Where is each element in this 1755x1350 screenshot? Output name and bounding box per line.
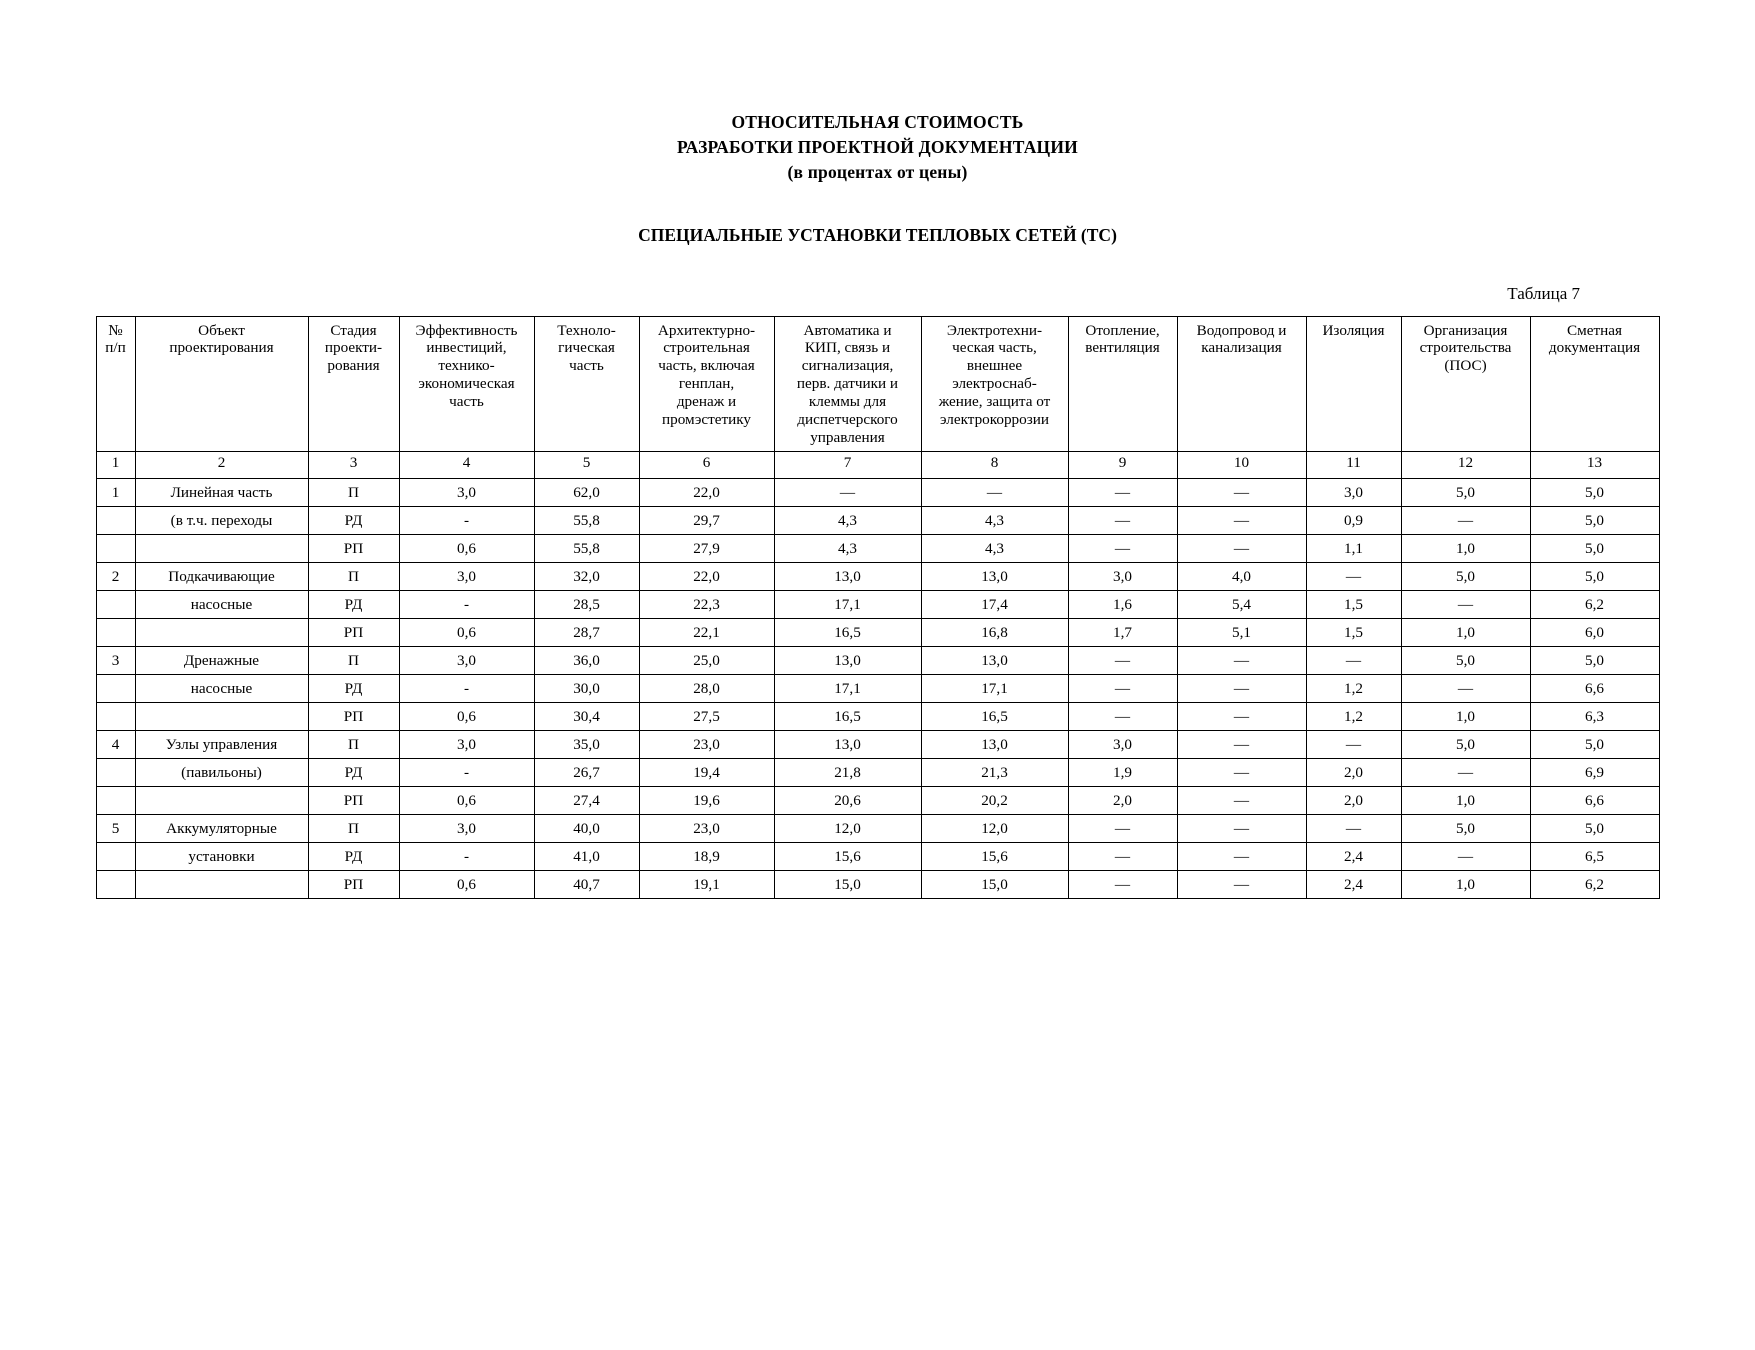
cell-technological: 40,0 <box>534 815 639 843</box>
cell-isolation: — <box>1306 563 1401 591</box>
cell-object <box>135 619 308 647</box>
column-number: 12 <box>1401 452 1530 479</box>
table-row <box>96 843 1659 871</box>
cell-isolation: 1,1 <box>1306 535 1401 563</box>
column-number: 5 <box>534 452 639 479</box>
cell-automation: 4,3 <box>774 535 921 563</box>
cell-organization: — <box>1401 507 1530 535</box>
cell-isolation: — <box>1306 647 1401 675</box>
header-architectural: Архитектурно- строительная часть, включая генплан, дренаж и промэстетику <box>639 316 774 452</box>
document-title <box>0 110 1755 185</box>
cell-estimate: 6,2 <box>1530 591 1659 619</box>
cell-stage: РД <box>308 591 399 619</box>
cell-stage: РП <box>308 871 399 899</box>
document-page <box>0 110 1755 1350</box>
cell-heating: 2,0 <box>1068 787 1177 815</box>
cell-object: установки <box>135 843 308 871</box>
cell-organization: 1,0 <box>1401 619 1530 647</box>
cell-architectural: 22,0 <box>639 563 774 591</box>
column-number: 1 <box>96 452 135 479</box>
cell-automation: 16,5 <box>774 703 921 731</box>
cell-number <box>96 535 135 563</box>
cell-estimate: 6,9 <box>1530 759 1659 787</box>
cell-heating: — <box>1068 871 1177 899</box>
table-row <box>96 703 1659 731</box>
cell-architectural: 27,9 <box>639 535 774 563</box>
cell-technological: 30,4 <box>534 703 639 731</box>
cell-organization: — <box>1401 675 1530 703</box>
cell-stage: РД <box>308 507 399 535</box>
cell-object <box>135 535 308 563</box>
cell-water: — <box>1177 731 1306 759</box>
cell-technological: 55,8 <box>534 507 639 535</box>
cell-technological: 28,7 <box>534 619 639 647</box>
column-number: 4 <box>399 452 534 479</box>
cell-object: насосные <box>135 591 308 619</box>
cell-heating: — <box>1068 703 1177 731</box>
cell-architectural: 27,5 <box>639 703 774 731</box>
cell-heating: — <box>1068 843 1177 871</box>
cell-estimate: 5,0 <box>1530 479 1659 507</box>
column-number: 7 <box>774 452 921 479</box>
table-row <box>96 787 1659 815</box>
cell-heating: — <box>1068 535 1177 563</box>
cell-architectural: 23,0 <box>639 815 774 843</box>
table-row <box>96 563 1659 591</box>
cell-automation: 20,6 <box>774 787 921 815</box>
cell-isolation: 1,2 <box>1306 703 1401 731</box>
table-row <box>96 535 1659 563</box>
table-caption: Таблица 7 <box>1507 283 1580 303</box>
cell-number <box>96 843 135 871</box>
header-technological: Техноло- гическая часть <box>534 316 639 452</box>
cell-efficiency: - <box>399 675 534 703</box>
cell-stage: П <box>308 647 399 675</box>
cell-technological: 35,0 <box>534 731 639 759</box>
cell-electrical: 15,6 <box>921 843 1068 871</box>
table-row <box>96 591 1659 619</box>
cell-number <box>96 619 135 647</box>
cell-object: Дренажные <box>135 647 308 675</box>
cell-number <box>96 759 135 787</box>
cell-architectural: 22,3 <box>639 591 774 619</box>
table-row <box>96 759 1659 787</box>
cell-efficiency: 0,6 <box>399 703 534 731</box>
cell-estimate: 6,2 <box>1530 871 1659 899</box>
cell-heating: 1,6 <box>1068 591 1177 619</box>
table-body <box>96 479 1659 899</box>
cell-organization: 1,0 <box>1401 787 1530 815</box>
cell-estimate: 5,0 <box>1530 815 1659 843</box>
cell-architectural: 19,4 <box>639 759 774 787</box>
cell-isolation: — <box>1306 731 1401 759</box>
cell-stage: П <box>308 731 399 759</box>
cell-electrical: 12,0 <box>921 815 1068 843</box>
cell-technological: 55,8 <box>534 535 639 563</box>
cell-water: 5,4 <box>1177 591 1306 619</box>
cell-stage: РД <box>308 843 399 871</box>
cell-water: — <box>1177 815 1306 843</box>
cell-architectural: 22,1 <box>639 619 774 647</box>
cell-stage: РД <box>308 759 399 787</box>
cell-technological: 32,0 <box>534 563 639 591</box>
cell-electrical: 13,0 <box>921 731 1068 759</box>
header-automation: Автоматика и КИП, связь и сигнализация, перв. датчики и клеммы для диспетчерского управления <box>774 316 921 452</box>
title-line-1: ОТНОСИТЕЛЬНАЯ СТОИМОСТЬ <box>731 112 1024 132</box>
cell-object: Узлы управления <box>135 731 308 759</box>
cell-architectural: 28,0 <box>639 675 774 703</box>
cell-number <box>96 675 135 703</box>
cell-number: 4 <box>96 731 135 759</box>
table-row <box>96 731 1659 759</box>
column-number: 3 <box>308 452 399 479</box>
table-row <box>96 871 1659 899</box>
cell-number <box>96 591 135 619</box>
cell-object: насосные <box>135 675 308 703</box>
cell-organization: 1,0 <box>1401 871 1530 899</box>
cell-estimate: 5,0 <box>1530 507 1659 535</box>
cell-stage: РП <box>308 619 399 647</box>
header-electrical: Электротехни- ческая часть, внешнее электроснаб- жение, защита от электрокоррозии <box>921 316 1068 452</box>
cell-stage: РП <box>308 535 399 563</box>
cell-number: 1 <box>96 479 135 507</box>
cell-technological: 41,0 <box>534 843 639 871</box>
cell-number <box>96 871 135 899</box>
cell-automation: 17,1 <box>774 675 921 703</box>
cell-organization: 5,0 <box>1401 647 1530 675</box>
cell-technological: 26,7 <box>534 759 639 787</box>
cell-architectural: 23,0 <box>639 731 774 759</box>
cell-efficiency: 0,6 <box>399 619 534 647</box>
cell-estimate: 5,0 <box>1530 731 1659 759</box>
cell-estimate: 5,0 <box>1530 563 1659 591</box>
cell-architectural: 25,0 <box>639 647 774 675</box>
table-header <box>96 316 1659 479</box>
cell-technological: 36,0 <box>534 647 639 675</box>
cell-automation: 12,0 <box>774 815 921 843</box>
cell-electrical: 13,0 <box>921 563 1068 591</box>
cell-stage: П <box>308 479 399 507</box>
cell-number: 3 <box>96 647 135 675</box>
cell-electrical: 20,2 <box>921 787 1068 815</box>
document-subtitle: СПЕЦИАЛЬНЫЕ УСТАНОВКИ ТЕПЛОВЫХ СЕТЕЙ (ТС) <box>638 224 1117 245</box>
cell-efficiency: 3,0 <box>399 563 534 591</box>
cell-architectural: 19,1 <box>639 871 774 899</box>
cell-efficiency: 3,0 <box>399 479 534 507</box>
cell-automation: 16,5 <box>774 619 921 647</box>
column-number: 11 <box>1306 452 1401 479</box>
cell-isolation: 1,5 <box>1306 619 1401 647</box>
cell-water: — <box>1177 675 1306 703</box>
cell-heating: — <box>1068 647 1177 675</box>
cell-stage: П <box>308 815 399 843</box>
table-row <box>96 815 1659 843</box>
cell-isolation: 2,0 <box>1306 787 1401 815</box>
cell-efficiency: - <box>399 591 534 619</box>
cell-electrical: — <box>921 479 1068 507</box>
cell-efficiency: - <box>399 507 534 535</box>
cell-number <box>96 507 135 535</box>
cell-electrical: 21,3 <box>921 759 1068 787</box>
cell-estimate: 5,0 <box>1530 647 1659 675</box>
cell-heating: — <box>1068 479 1177 507</box>
cell-organization: 5,0 <box>1401 731 1530 759</box>
cell-estimate: 6,0 <box>1530 619 1659 647</box>
cell-electrical: 4,3 <box>921 535 1068 563</box>
cell-heating: 3,0 <box>1068 563 1177 591</box>
cell-isolation: 2,4 <box>1306 871 1401 899</box>
cell-water: — <box>1177 535 1306 563</box>
cell-water: — <box>1177 703 1306 731</box>
cell-object: Линейная часть <box>135 479 308 507</box>
column-number: 8 <box>921 452 1068 479</box>
cell-heating: 3,0 <box>1068 731 1177 759</box>
column-number: 13 <box>1530 452 1659 479</box>
cell-efficiency: 3,0 <box>399 815 534 843</box>
cell-automation: 17,1 <box>774 591 921 619</box>
cell-heating: 1,9 <box>1068 759 1177 787</box>
title-line-2: РАЗРАБОТКИ ПРОЕКТНОЙ ДОКУМЕНТАЦИИ <box>677 136 1078 157</box>
cell-isolation: 2,0 <box>1306 759 1401 787</box>
header-organization: Организация строительства (ПОС) <box>1401 316 1530 452</box>
cell-organization: 1,0 <box>1401 535 1530 563</box>
cell-efficiency: 0,6 <box>399 871 534 899</box>
table-header-row <box>96 316 1659 452</box>
cell-isolation: 1,2 <box>1306 675 1401 703</box>
cell-object <box>135 703 308 731</box>
cell-organization: — <box>1401 591 1530 619</box>
cell-water: 4,0 <box>1177 563 1306 591</box>
cell-number: 2 <box>96 563 135 591</box>
cell-architectural: 19,6 <box>639 787 774 815</box>
cell-efficiency: - <box>399 843 534 871</box>
cell-heating: — <box>1068 815 1177 843</box>
cell-stage: РП <box>308 787 399 815</box>
cell-organization: 5,0 <box>1401 563 1530 591</box>
cell-organization: 5,0 <box>1401 815 1530 843</box>
header-efficiency: Эффективность инвестиций, технико- экономическая часть <box>399 316 534 452</box>
cell-automation: 13,0 <box>774 563 921 591</box>
column-number: 6 <box>639 452 774 479</box>
cell-object <box>135 787 308 815</box>
cell-organization: — <box>1401 843 1530 871</box>
column-number: 9 <box>1068 452 1177 479</box>
cell-technological: 30,0 <box>534 675 639 703</box>
cell-isolation: — <box>1306 815 1401 843</box>
cell-automation: 4,3 <box>774 507 921 535</box>
cell-technological: 27,4 <box>534 787 639 815</box>
header-heating: Отопление, вентиляция <box>1068 316 1177 452</box>
table-row <box>96 619 1659 647</box>
cell-automation: — <box>774 479 921 507</box>
table-row <box>96 507 1659 535</box>
cell-efficiency: 3,0 <box>399 647 534 675</box>
cell-electrical: 17,4 <box>921 591 1068 619</box>
cell-water: — <box>1177 871 1306 899</box>
cell-architectural: 22,0 <box>639 479 774 507</box>
cell-number <box>96 787 135 815</box>
cell-estimate: 6,6 <box>1530 675 1659 703</box>
cell-estimate: 5,0 <box>1530 535 1659 563</box>
cell-object: Подкачивающие <box>135 563 308 591</box>
cell-electrical: 17,1 <box>921 675 1068 703</box>
cell-electrical: 16,5 <box>921 703 1068 731</box>
column-number: 2 <box>135 452 308 479</box>
cell-electrical: 16,8 <box>921 619 1068 647</box>
cell-water: — <box>1177 647 1306 675</box>
cell-isolation: 0,9 <box>1306 507 1401 535</box>
cell-organization: 1,0 <box>1401 703 1530 731</box>
cell-isolation: 3,0 <box>1306 479 1401 507</box>
cell-number: 5 <box>96 815 135 843</box>
cell-automation: 13,0 <box>774 647 921 675</box>
header-object: Объект проектирования <box>135 316 308 452</box>
cell-estimate: 6,6 <box>1530 787 1659 815</box>
cell-isolation: 1,5 <box>1306 591 1401 619</box>
cell-heating: — <box>1068 675 1177 703</box>
cell-organization: 5,0 <box>1401 479 1530 507</box>
cell-efficiency: 3,0 <box>399 731 534 759</box>
cell-water: — <box>1177 507 1306 535</box>
cell-water: 5,1 <box>1177 619 1306 647</box>
title-line-3: (в процентах от цены) <box>787 161 968 182</box>
header-water: Водопровод и канализация <box>1177 316 1306 452</box>
cell-object: Аккумуляторные <box>135 815 308 843</box>
cell-heating: 1,7 <box>1068 619 1177 647</box>
cell-object: (павильоны) <box>135 759 308 787</box>
cell-stage: РД <box>308 675 399 703</box>
cell-technological: 62,0 <box>534 479 639 507</box>
header-isolation: Изоляция <box>1306 316 1401 452</box>
cell-number <box>96 703 135 731</box>
cost-table <box>96 316 1660 900</box>
cell-object: (в т.ч. переходы <box>135 507 308 535</box>
cell-electrical: 15,0 <box>921 871 1068 899</box>
cell-architectural: 29,7 <box>639 507 774 535</box>
cell-stage: П <box>308 563 399 591</box>
cell-water: — <box>1177 787 1306 815</box>
cell-heating: — <box>1068 507 1177 535</box>
cell-water: — <box>1177 759 1306 787</box>
cell-water: — <box>1177 479 1306 507</box>
cell-automation: 13,0 <box>774 731 921 759</box>
cell-water: — <box>1177 843 1306 871</box>
cell-electrical: 13,0 <box>921 647 1068 675</box>
cell-technological: 28,5 <box>534 591 639 619</box>
table-row <box>96 675 1659 703</box>
cell-estimate: 6,5 <box>1530 843 1659 871</box>
cell-organization: — <box>1401 759 1530 787</box>
cell-automation: 21,8 <box>774 759 921 787</box>
cell-efficiency: 0,6 <box>399 787 534 815</box>
column-number-row <box>96 452 1659 479</box>
header-stage: Стадия проекти- рования <box>308 316 399 452</box>
header-number: № п/п <box>96 316 135 452</box>
cell-efficiency: - <box>399 759 534 787</box>
column-number: 10 <box>1177 452 1306 479</box>
table-row <box>96 479 1659 507</box>
cell-estimate: 6,3 <box>1530 703 1659 731</box>
cell-architectural: 18,9 <box>639 843 774 871</box>
cell-automation: 15,6 <box>774 843 921 871</box>
cell-efficiency: 0,6 <box>399 535 534 563</box>
cell-stage: РП <box>308 703 399 731</box>
cell-electrical: 4,3 <box>921 507 1068 535</box>
cell-technological: 40,7 <box>534 871 639 899</box>
cell-isolation: 2,4 <box>1306 843 1401 871</box>
table-row <box>96 647 1659 675</box>
header-estimate: Сметная документация <box>1530 316 1659 452</box>
cell-object <box>135 871 308 899</box>
cell-automation: 15,0 <box>774 871 921 899</box>
